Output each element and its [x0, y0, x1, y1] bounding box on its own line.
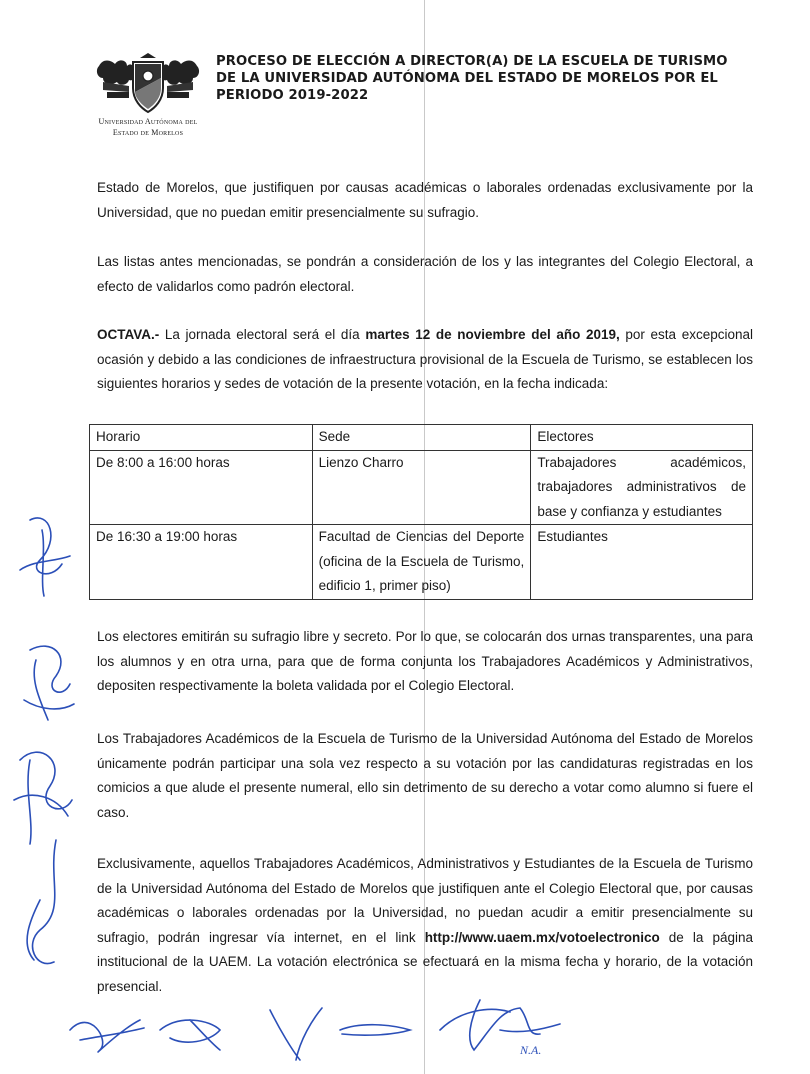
octava-text-b: por esta excepcional ocasión y debido a las condiciones de infraestructura provisional de la Escuela de Turismo, se establecen los siguientes horarios y sedes de votación de la presente votación, en la fecha indicada:	[97, 327, 754, 391]
margin-signatures	[0, 500, 90, 1000]
right-signature	[430, 990, 570, 1060]
header-electores: Electores	[531, 425, 753, 451]
paragraph-octava	[97, 323, 753, 397]
paragraph-6	[97, 852, 753, 999]
signature-initials: N.A.	[520, 1043, 542, 1057]
paragraph-5: Los Trabajadores Académicos de la Escuela de Turismo de la Universidad Autónoma del Estado de Morelos únicamente podrán participar una sola vez respecto a su votación por las candidaturas registradas en los comicios a que alude el presente numeral, ello sin detrimento de su derecho a votar como alumno si fuere el caso.	[97, 731, 753, 820]
university-logo	[86, 52, 210, 138]
cell-horario: De 16:30 a 19:00 horas	[90, 525, 313, 600]
octava-text-a: La jornada electoral será el día	[159, 327, 366, 342]
table-row	[90, 450, 753, 525]
cell-sede: Lienzo Charro	[312, 450, 531, 525]
header-sede: Sede	[312, 425, 531, 451]
octava-label: OCTAVA.-	[97, 327, 160, 342]
cell-sede: Facultad de Ciencias del Deporte (oficina de la Escuela de Turismo, edificio 1, primer piso)	[312, 525, 531, 600]
table-row	[90, 525, 753, 600]
university-name	[86, 116, 210, 138]
p6-text-b: de la página institucional de la UAEM. La votación electrónica se efectuará en la misma fecha y horario, de la votación presencial.	[97, 929, 753, 994]
cell-electores: Trabajadores académicos, trabajadores administrativos de base y confianza y estudiantes	[531, 450, 753, 525]
cell-electores: Estudiantes	[531, 525, 753, 600]
university-name-line2: Estado de Morelos	[112, 128, 184, 137]
header-horario: Horario	[90, 425, 313, 451]
paragraph-4: Los electores emitirán su sufragio libre y secreto. Por lo que, se colocarán dos urnas transparentes, una para los alumnos y en otra urna, para que de forma conjunta los Trabajadores Académicos y Administrativos, depositen respectivamente la boleta validada por el Colegio Electoral.	[97, 629, 753, 693]
university-name-line1: Universidad Autónoma del	[98, 117, 198, 126]
p6-text-a: Exclusivamente, aquellos Trabajadores Académicos, Administrativos y Estudiantes de la Escuela de Turismo de la Universidad Autónoma del Estado de Morelos que justifiquen ante el Colegio Electoral que, por causas académicas o laborales ordenadas por la Universidad, no puedan acudir a emitir presencialmente su sufragio, podrán ingresar vía internet, en el link	[97, 856, 753, 945]
cell-horario: De 8:00 a 16:00 horas	[90, 450, 313, 525]
document-title: PROCESO DE ELECCIÓN A DIRECTOR(A) DE LA ESCUELA DE TURISMO DE LA UNIVERSIDAD AUTÓNOMA DEL ESTADO DE MORELOS POR EL PERIODO 2019-2022	[216, 54, 728, 103]
paragraph-1: Estado de Morelos, que justifiquen por causas académicas o laborales ordenadas exclusivamente por la Universidad, que no puedan emitir presencialmente su sufragio.	[97, 180, 753, 220]
schedule-table	[89, 424, 753, 600]
paragraph-2: Las listas antes mencionadas, se pondrán a consideración de los y las integrantes del Colegio Electoral, a efecto de validarlos como padrón electoral.	[97, 254, 753, 294]
table-header-row	[90, 425, 753, 451]
octava-date: martes 12 de noviembre del año 2019,	[365, 327, 620, 342]
university-shield-logo-icon	[93, 52, 203, 114]
voto-electronico-link[interactable]: http://www.uaem.mx/votoelectronico	[424, 929, 660, 945]
